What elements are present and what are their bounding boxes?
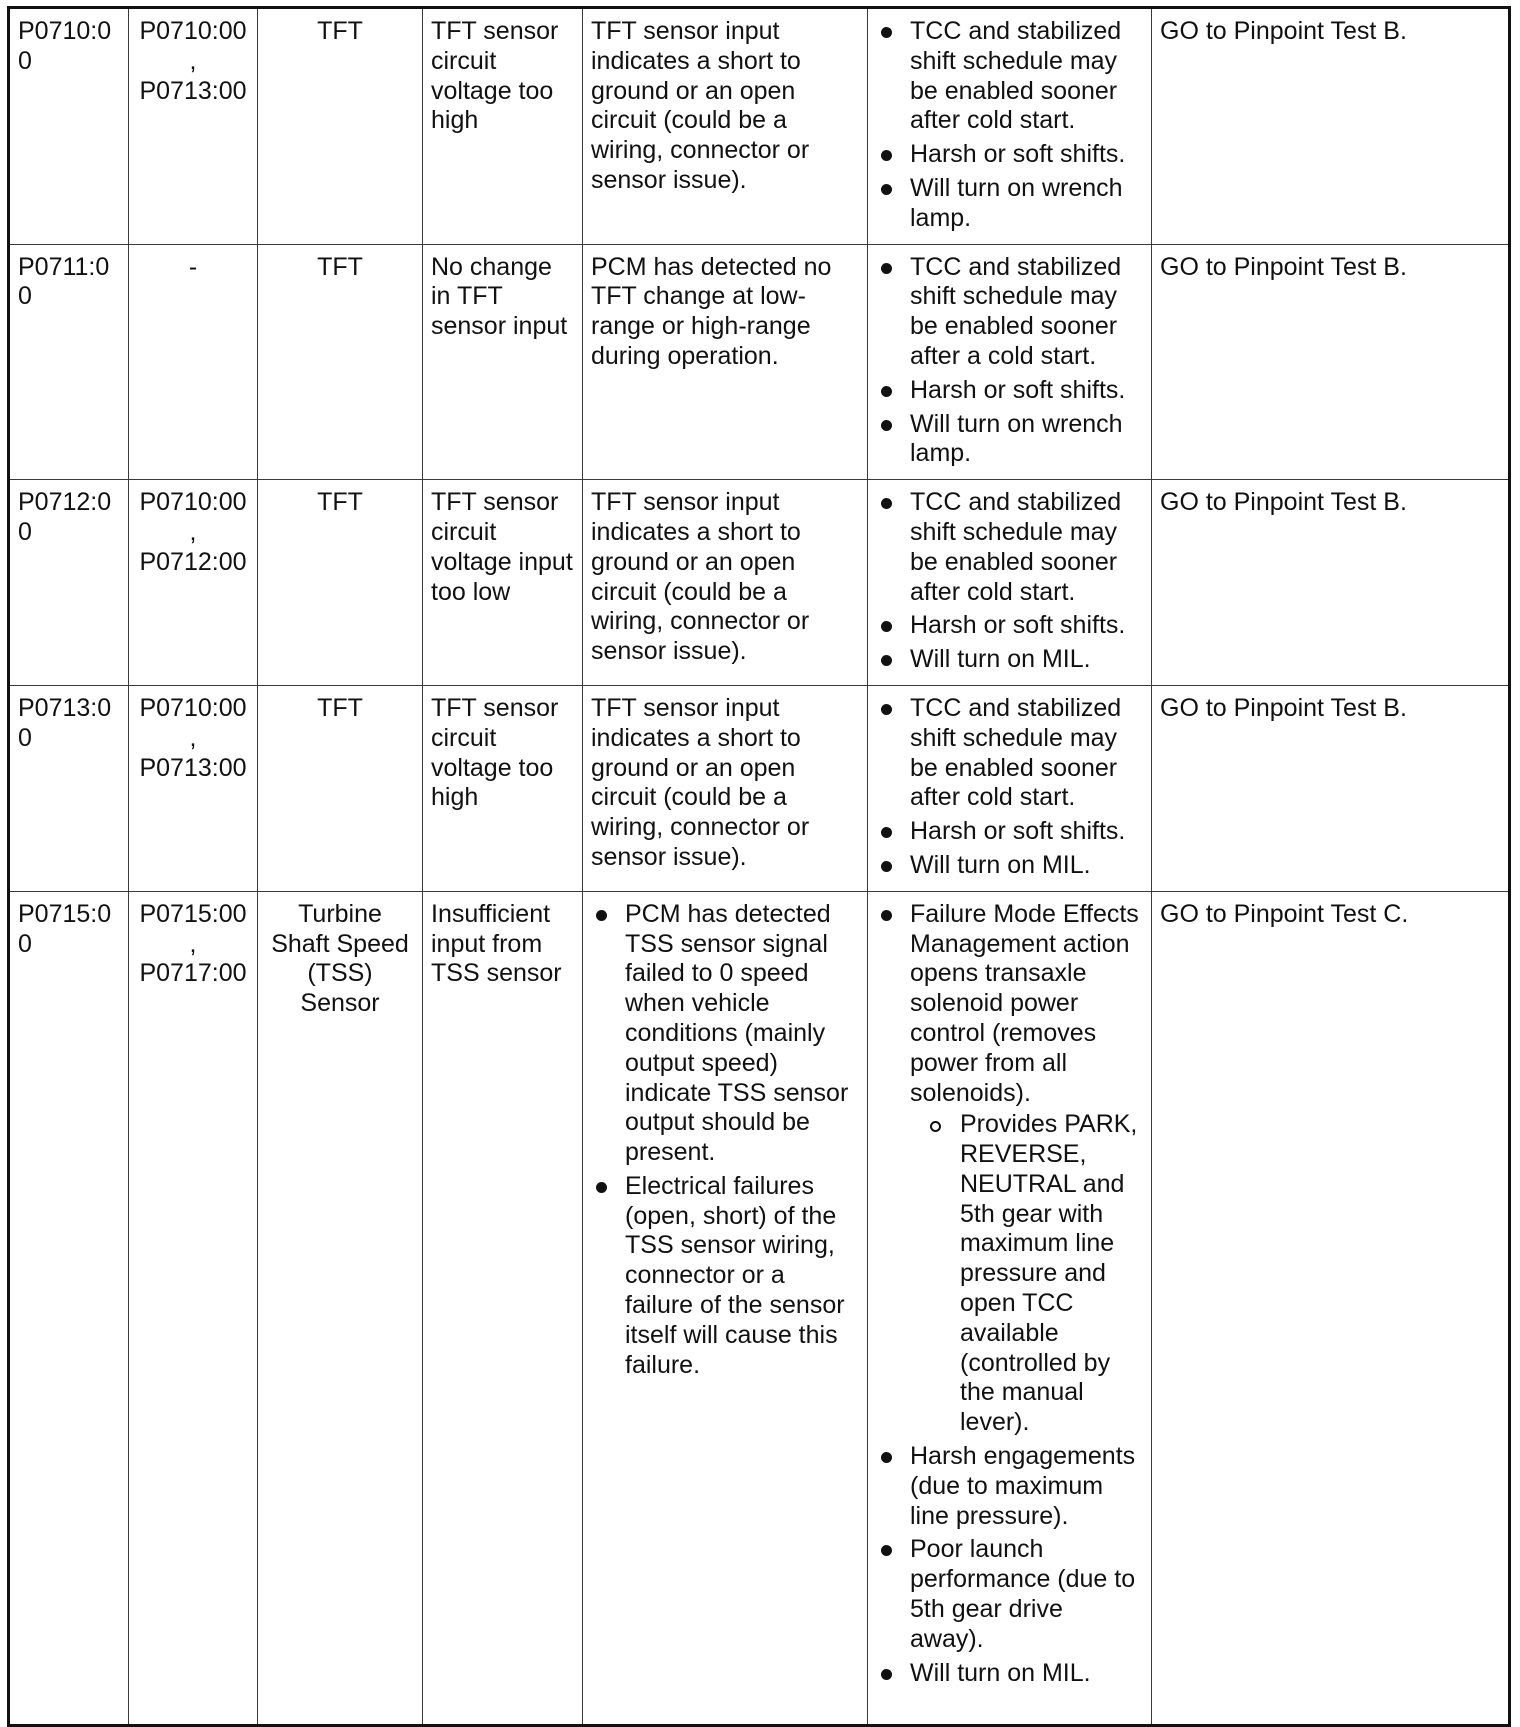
symptom-item-text: Failure Mode Effects Management action opens transaxle solenoid power control (removes power from all solenoids). [910, 899, 1139, 1107]
related-dtc-line: P0712:00 [139, 547, 247, 576]
condition-cell: TFT sensor input indicates a short to ground or an open circuit (could be a wiring, connector or sensor issue). [583, 8, 868, 245]
description-cell: TFT sensor circuit voltage input too low [423, 480, 583, 686]
related-dtc-line: P0715:00, [139, 899, 247, 958]
symptom-list [876, 900, 1143, 1689]
related-dtc-line: P0710:00, [139, 17, 247, 75]
condition-cell: PCM has detected no TFT change at low-range or high-range during operation. [583, 244, 868, 480]
related-dtc-cell [129, 891, 258, 1725]
symptom-item: Harsh engagements (due to maximum line pressure). [876, 1442, 1143, 1531]
condition-item: PCM has detected TSS sensor signal failed to 0 speed when vehicle conditions (mainly output speed) indicate TSS sensor output should be present. [591, 900, 859, 1168]
condition-list [591, 900, 859, 1381]
table-row [9, 244, 1510, 480]
action-cell: GO to Pinpoint Test B. [1152, 8, 1510, 245]
table-row [9, 685, 1510, 891]
table-row [9, 8, 1510, 245]
symptom-item [876, 900, 1143, 1438]
symptom-item: Harsh or soft shifts. [876, 611, 1143, 641]
symptom-item: Harsh or soft shifts. [876, 817, 1143, 847]
symptom-cell [868, 480, 1152, 686]
description-cell: Insufficient input from TSS sensor [423, 891, 583, 1725]
action-cell: GO to Pinpoint Test C. [1152, 891, 1510, 1725]
symptom-item: TCC and stabilized shift schedule may be enabled sooner after cold start. [876, 17, 1143, 136]
dtc-code-cell: P0710:00 [9, 8, 129, 245]
symptom-subitem: Provides PARK, REVERSE, NEUTRAL and 5th gear with maximum line pressure and open TCC available (controlled by the manual lever). [910, 1110, 1143, 1438]
table-row [9, 891, 1510, 1725]
symptom-cell [868, 8, 1152, 245]
description-cell: TFT sensor circuit voltage too high [423, 685, 583, 891]
dtc-table [7, 6, 1511, 1727]
symptom-item: TCC and stabilized shift schedule may be enabled sooner after a cold start. [876, 253, 1143, 372]
symptom-item: Harsh or soft shifts. [876, 140, 1143, 170]
component-cell: TFT [258, 244, 423, 480]
symptom-cell [868, 685, 1152, 891]
condition-cell [583, 891, 868, 1725]
component-cell: TFT [258, 8, 423, 245]
related-dtc-line: P0713:00 [139, 753, 247, 782]
symptom-item: TCC and stabilized shift schedule may be enabled sooner after cold start. [876, 694, 1143, 813]
symptom-item: Will turn on MIL. [876, 1659, 1143, 1689]
symptom-item: Poor launch performance (due to 5th gear drive away). [876, 1535, 1143, 1654]
symptom-item: Harsh or soft shifts. [876, 376, 1143, 406]
symptom-cell [868, 891, 1152, 1725]
symptom-item: Will turn on wrench lamp. [876, 410, 1143, 470]
related-dtc-line: - [188, 252, 198, 281]
symptom-item: Will turn on wrench lamp. [876, 174, 1143, 234]
related-dtc-cell [129, 685, 258, 891]
related-dtc-cell [129, 8, 258, 245]
related-dtc-line: P0710:00, [139, 488, 247, 546]
symptom-sublist [910, 1110, 1143, 1438]
dtc-code-cell: P0715:00 [9, 891, 129, 1725]
condition-cell: TFT sensor input indicates a short to ground or an open circuit (could be a wiring, connector or sensor issue). [583, 480, 868, 686]
description-cell: TFT sensor circuit voltage too high [423, 8, 583, 245]
condition-item: Electrical failures (open, short) of the TSS sensor wiring, connector or a failure of the sensor itself will cause this failure. [591, 1172, 859, 1381]
related-dtc-line: P0717:00 [139, 959, 247, 988]
dtc-code-cell: P0712:00 [9, 480, 129, 686]
description-cell: No change in TFT sensor input [423, 244, 583, 480]
component-cell: Turbine Shaft Speed (TSS) Sensor [258, 891, 423, 1725]
symptom-list [876, 17, 1143, 234]
dtc-code-cell: P0713:00 [9, 685, 129, 891]
symptom-list [876, 253, 1143, 470]
dtc-code-cell: P0711:00 [9, 244, 129, 480]
related-dtc-cell [129, 480, 258, 686]
symptom-item: Will turn on MIL. [876, 851, 1143, 881]
symptom-item: Will turn on MIL. [876, 645, 1143, 675]
related-dtc-line: P0713:00 [139, 76, 247, 105]
condition-cell: TFT sensor input indicates a short to ground or an open circuit (could be a wiring, connector or sensor issue). [583, 685, 868, 891]
related-dtc-cell [129, 244, 258, 480]
symptom-cell [868, 244, 1152, 480]
action-cell: GO to Pinpoint Test B. [1152, 480, 1510, 686]
action-cell: GO to Pinpoint Test B. [1152, 685, 1510, 891]
action-cell: GO to Pinpoint Test B. [1152, 244, 1510, 480]
symptom-list [876, 694, 1143, 881]
component-cell: TFT [258, 480, 423, 686]
table-row [9, 480, 1510, 686]
component-cell: TFT [258, 685, 423, 891]
related-dtc-line: P0710:00, [139, 693, 247, 752]
symptom-list [876, 488, 1143, 675]
symptom-item: TCC and stabilized shift schedule may be enabled sooner after cold start. [876, 488, 1143, 607]
